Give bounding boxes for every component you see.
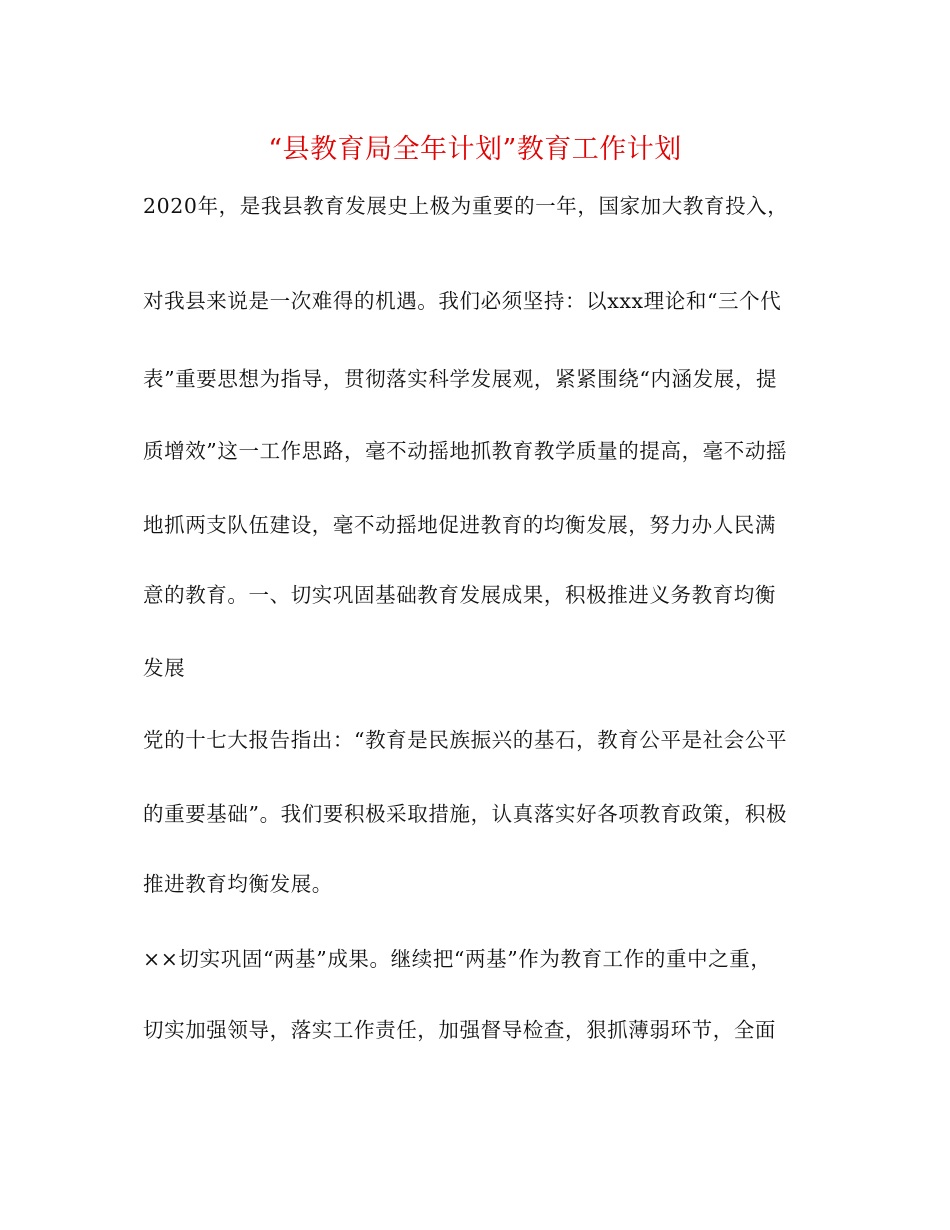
body-line-6: 意的教育。一、切实巩固基础教育发展成果，积极推进义务教育均衡 bbox=[143, 583, 776, 607]
body-line-8: 党的十七大报告指出：“教育是民族振兴的基石，教育公平是社会公平 bbox=[143, 728, 788, 752]
body-line-3: 表”重要思想为指导，贯彻落实科学发展观，紧紧围绕“内涵发展，提 bbox=[143, 367, 778, 391]
body-line-7: 发展 bbox=[143, 656, 186, 680]
body-line-11: ××切实巩固“两基”成果。继续把“两基”作为教育工作的重中之重， bbox=[143, 947, 772, 971]
body-line-5: 地抓两支队伍建设，毫不动摇地促进教育的均衡发展，努力办人民满 bbox=[143, 513, 776, 537]
document-title: “县教育局全年计划”教育工作计划 bbox=[268, 134, 682, 165]
body-line-12: 切实加强领导，落实工作责任，加强督导检查，狠抓薄弱环节，全面 bbox=[143, 1018, 776, 1042]
body-line-1: 2020年，是我县教育发展史上极为重要的一年，国家加大教育投入， bbox=[143, 194, 789, 218]
body-line-9: 的重要基础”。我们要积极采取措施，认真落实好各项教育政策，积极 bbox=[143, 802, 788, 826]
body-line-2: 对我县来说是一次难得的机遇。我们必须坚持：以xxx理论和“三个代 bbox=[143, 289, 782, 313]
body-line-10: 推进教育均衡发展。 bbox=[143, 872, 333, 896]
body-line-4: 质增效”这一工作思路，毫不动摇地抓教育教学质量的提高，毫不动摇 bbox=[143, 439, 788, 463]
